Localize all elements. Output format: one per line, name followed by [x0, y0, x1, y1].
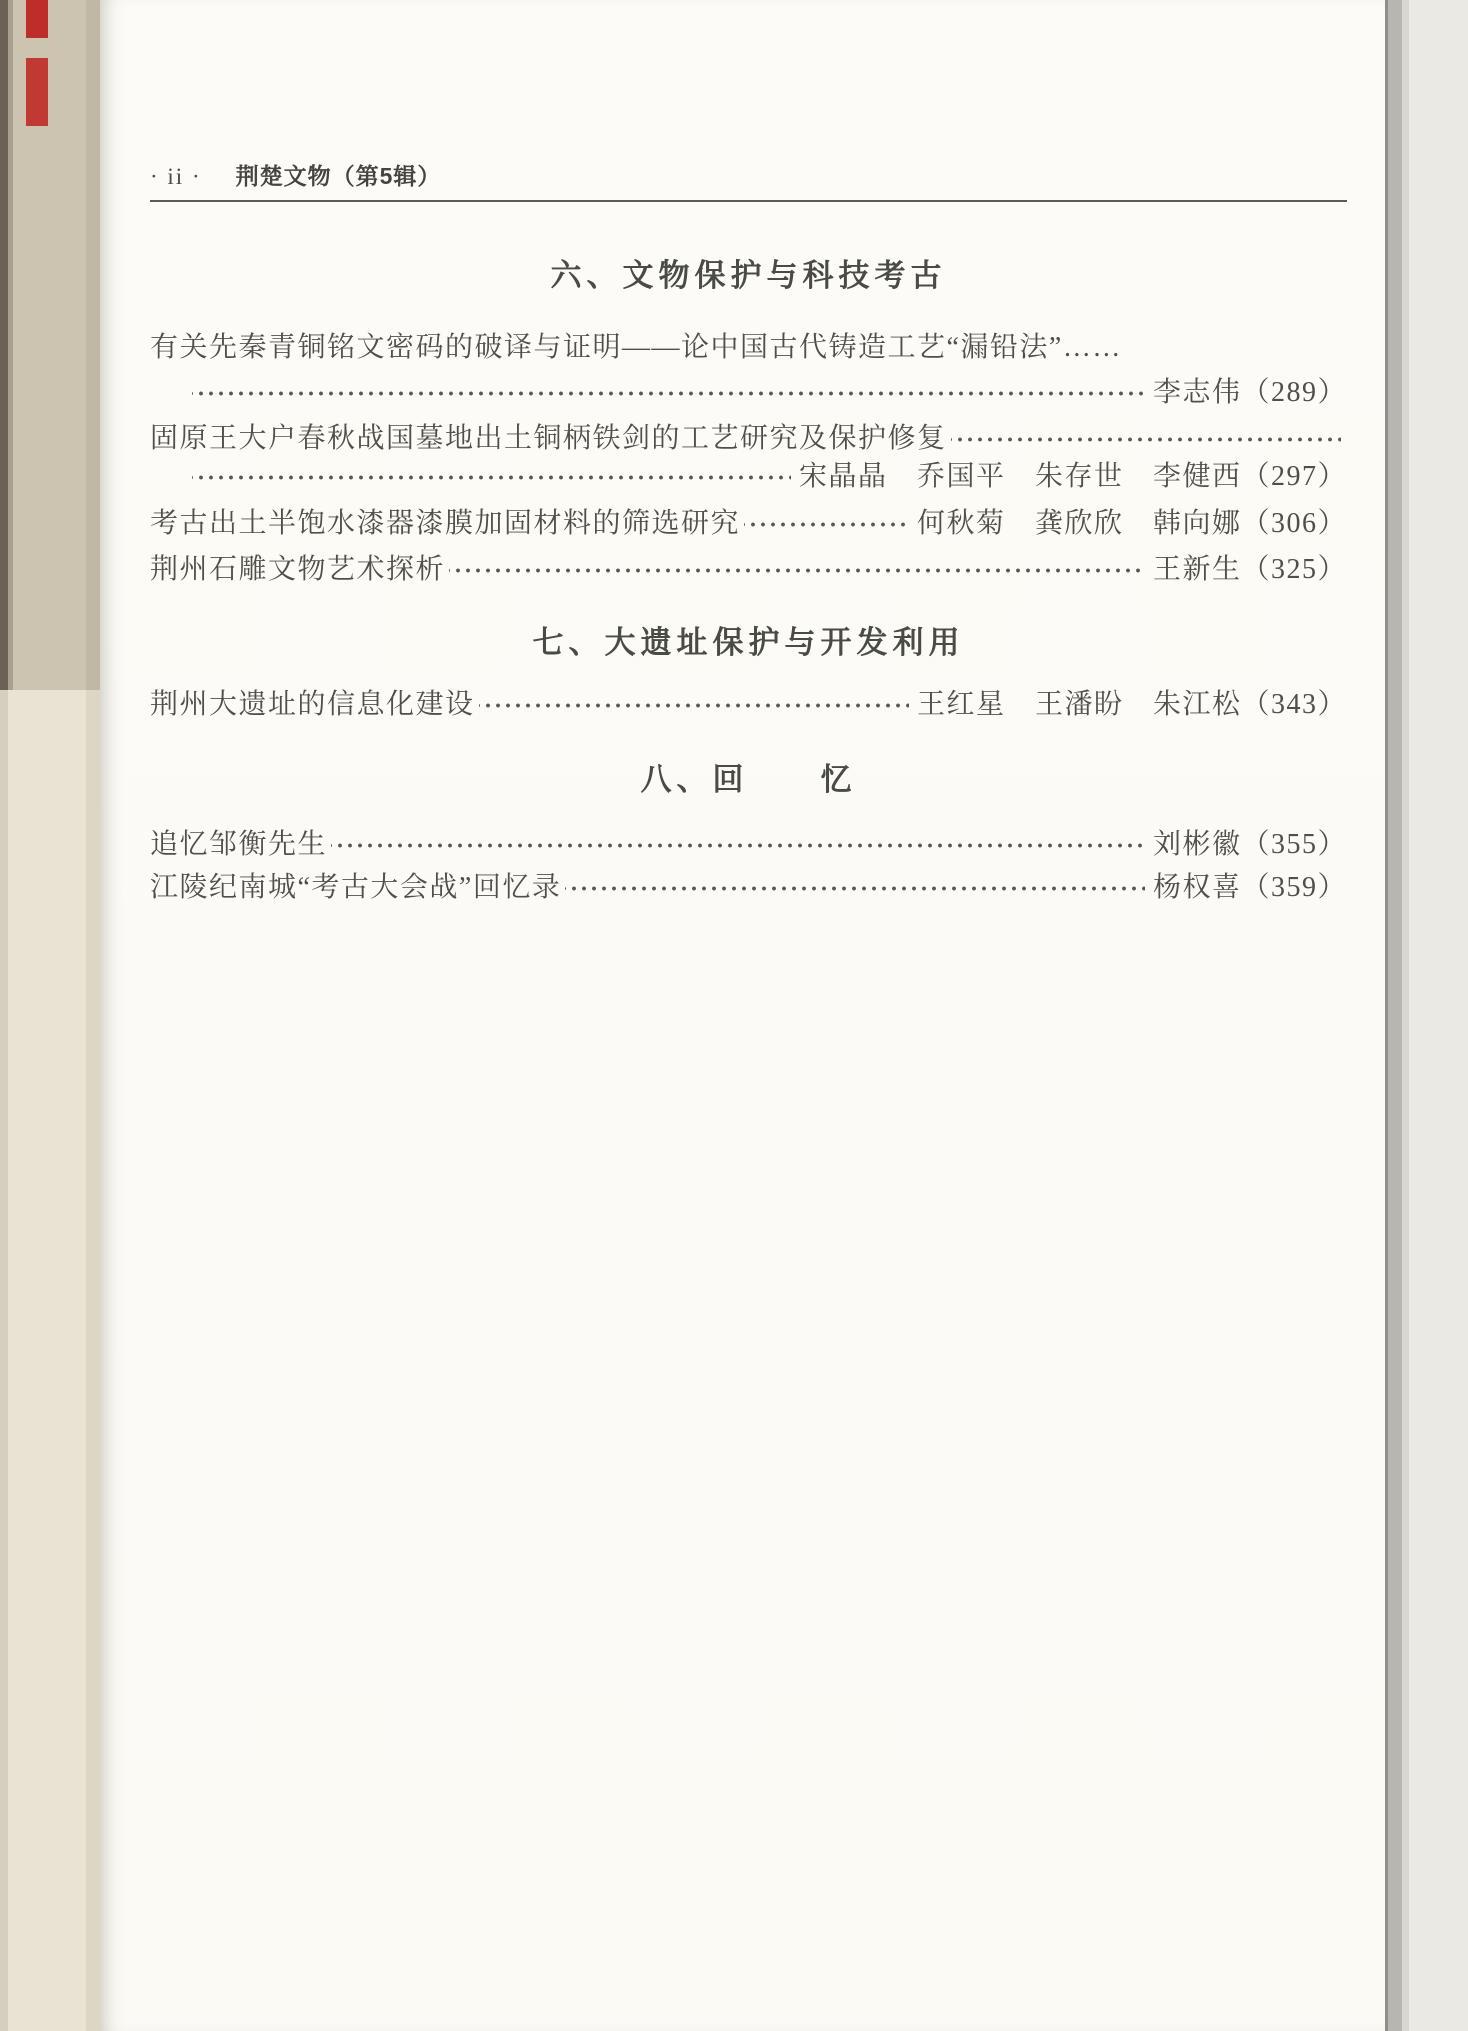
page-number: · ii · — [150, 164, 202, 189]
dot-leader — [449, 557, 1145, 584]
toc-entry-line — [150, 375, 1347, 411]
dot-leader — [192, 464, 791, 491]
book-binding-edge — [0, 0, 100, 690]
entry-title: 固原王大户春秋战国墓地出土铜柄铁剑的工艺研究及保护修复 — [150, 423, 947, 454]
entry-page-number: （306） — [1241, 508, 1347, 539]
page-header — [150, 158, 1347, 190]
toc-entry-line — [150, 687, 1347, 723]
red-bookmark-bottom — [26, 58, 48, 126]
entry-page-number: （325） — [1241, 554, 1347, 585]
header-divider — [150, 200, 1347, 202]
toc-entry-line — [150, 506, 1347, 542]
entry-page-number: （289） — [1241, 377, 1347, 408]
toc-entry-line — [150, 330, 1347, 366]
book-title: 荆楚文物（第5辑） — [235, 163, 442, 189]
entry-authors: 何秋菊 龚欣欣 韩向娜 — [916, 508, 1242, 539]
dot-leader — [565, 875, 1145, 902]
dot-leader — [479, 692, 909, 719]
dot-leader — [192, 380, 1145, 407]
entry-page-number: （355） — [1241, 829, 1347, 860]
entry-authors: 宋晶晶 乔国平 朱存世 李健西 — [798, 461, 1242, 492]
toc-entry-line — [150, 827, 1347, 863]
entry-title: 追忆邹衡先生 — [150, 829, 328, 860]
page-edge-shadow — [1385, 0, 1468, 2031]
section-heading-6: 六、文物保护与科技考古 — [550, 258, 947, 293]
entry-title: 荆州石雕文物艺术探析 — [150, 554, 446, 585]
entry-title: 荆州大遗址的信息化建设 — [150, 689, 475, 720]
entry-page-number: （343） — [1241, 689, 1347, 720]
entry-title: 有关先秦青铜铭文密码的破译与证明——论中国古代铸造工艺“漏铅法”…… — [150, 332, 1122, 363]
page-paper — [100, 0, 1385, 2031]
entry-title: 考古出土半饱水漆器漆膜加固材料的筛选研究 — [150, 508, 741, 539]
book-binding-edge-lower — [0, 690, 100, 2031]
entry-authors: 李志伟 — [1152, 377, 1242, 408]
entry-page-number: （297） — [1241, 461, 1347, 492]
dot-leader — [951, 426, 1341, 453]
toc-entry-line — [150, 870, 1347, 906]
entry-title: 江陵纪南城“考古大会战”回忆录 — [150, 872, 562, 903]
toc-entry-line — [150, 421, 1347, 457]
entry-authors: 王红星 王潘盼 朱江松 — [916, 689, 1242, 720]
red-bookmark-top — [26, 0, 48, 38]
entry-authors: 刘彬徽 — [1152, 829, 1242, 860]
entry-authors: 王新生 — [1152, 554, 1242, 585]
section-heading-8: 八、回 忆 — [640, 762, 857, 797]
toc-entry-line — [150, 459, 1347, 495]
section-heading-7: 七、大遗址保护与开发利用 — [532, 625, 965, 660]
dot-leader — [331, 832, 1145, 859]
entry-page-number: （359） — [1241, 872, 1347, 903]
dot-leader — [744, 511, 909, 538]
entry-authors: 杨权喜 — [1152, 872, 1242, 903]
toc-entry-line — [150, 552, 1347, 588]
